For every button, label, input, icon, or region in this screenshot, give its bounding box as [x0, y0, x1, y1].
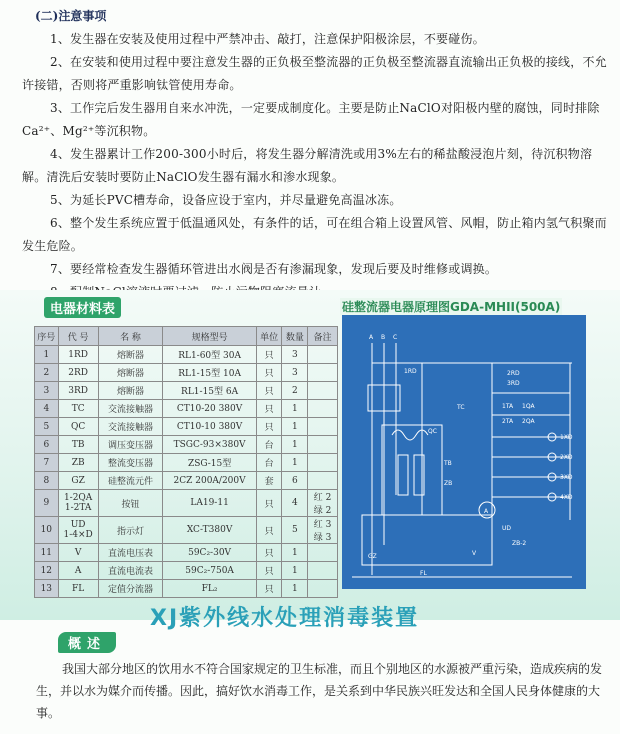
- table-row: [35, 580, 338, 598]
- col-header: 数量: [282, 327, 308, 346]
- circuit-diagram: [342, 315, 586, 589]
- table-cell: [308, 400, 338, 418]
- note-item: 7、要经常检查发生器循环管进出水阀是否有渗漏现象，发现后要及时维修或调换。: [50, 262, 498, 276]
- overview-text: 我国大部分地区的饮用水不符合国家规定的卫生标准，而且个别地区的水源被严重污染，造成疾病的发生，并以水为媒介而传播。因此，搞好饮水消毒工作，是关系到中华民族兴旺发达和全国人民身体健康的大事。: [36, 662, 603, 720]
- table-cell: 只: [256, 562, 282, 580]
- table-cell: 调压变压器: [98, 436, 163, 454]
- table-cell: 59C₂-30V: [163, 544, 256, 562]
- parts-table-title: 电器材料表: [44, 297, 121, 318]
- table-cell: [308, 472, 338, 490]
- table-cell: XC-T380V: [163, 517, 256, 544]
- table-cell: 9: [35, 490, 59, 517]
- table-cell: 熔断器: [98, 382, 163, 400]
- parts-table: [34, 326, 338, 598]
- diagram-label-c: C: [393, 334, 398, 341]
- table-row: [35, 382, 338, 400]
- table-cell: 熔断器: [98, 346, 163, 364]
- table-cell: 1: [282, 580, 308, 598]
- table-cell: 3RD: [58, 382, 98, 400]
- table-cell: 交流接触器: [98, 418, 163, 436]
- product-title: XJ紫外线水处理消毒装置: [150, 606, 420, 631]
- table-cell: 12: [35, 562, 59, 580]
- table-cell: 交流接触器: [98, 400, 163, 418]
- table-cell: 6: [282, 472, 308, 490]
- table-cell: 只: [256, 364, 282, 382]
- table-cell: RL1-60型 30A: [163, 346, 256, 364]
- table-cell: 4: [282, 490, 308, 517]
- table-cell: 7: [35, 454, 59, 472]
- table-cell: 只: [256, 346, 282, 364]
- table-cell: 10: [35, 517, 59, 544]
- table-row: [35, 517, 338, 544]
- table-cell: 5: [35, 418, 59, 436]
- table-cell: 11: [35, 544, 59, 562]
- table-cell: 整流变压器: [98, 454, 163, 472]
- table-cell: ZSG-15型: [163, 454, 256, 472]
- col-header: 代 号: [58, 327, 98, 346]
- col-header: 备注: [308, 327, 338, 346]
- diagram-label: 1XD: [560, 434, 573, 441]
- precautions-section: [22, 5, 612, 304]
- diagram-label: ZB-2: [512, 540, 527, 547]
- overview-heading: 概述: [58, 632, 116, 653]
- table-cell: 定值分流器: [98, 580, 163, 598]
- table-cell: CT10-10 380V: [163, 418, 256, 436]
- table-cell: 台: [256, 454, 282, 472]
- diagram-label: 2TA: [502, 418, 514, 425]
- table-cell: 1: [282, 436, 308, 454]
- table-cell: TSGC-93×380V: [163, 436, 256, 454]
- diagram-label-b: B: [381, 334, 386, 341]
- table-row: [35, 544, 338, 562]
- table-cell: [308, 544, 338, 562]
- col-header: 规格型号: [163, 327, 256, 346]
- table-row: [35, 490, 338, 517]
- table-cell: 台: [256, 436, 282, 454]
- table-row: [35, 418, 338, 436]
- table-cell: GZ: [58, 472, 98, 490]
- diagram-label: 1TA: [502, 403, 514, 410]
- table-cell: 2RD: [58, 364, 98, 382]
- table-cell: 2CZ 200A/200V: [163, 472, 256, 490]
- diagram-label: 2RD: [507, 370, 520, 377]
- table-cell: CT10-20 380V: [163, 400, 256, 418]
- table-cell: 只: [256, 418, 282, 436]
- table-cell: 1RD: [58, 346, 98, 364]
- table-header-row: [35, 327, 338, 346]
- note-item: 5、为延长PVC槽寿命，设备应设于室内，并尽量避免高温冰冻。: [50, 193, 402, 207]
- table-cell: [308, 454, 338, 472]
- col-header: 名 称: [98, 327, 163, 346]
- table-cell: ZB: [58, 454, 98, 472]
- diagram-label: 2XD: [560, 454, 573, 461]
- transformer-coil: [392, 430, 428, 440]
- precautions-heading: (二)注意事项: [35, 9, 107, 23]
- table-cell: FL: [58, 580, 98, 598]
- diagram-label: 2QA: [522, 418, 535, 425]
- diagram-label: V: [472, 550, 477, 557]
- diagram-label: 4XD: [560, 494, 573, 501]
- note-item: 3、工作完后发生器用自来水冲洗，一定要成制度化。主要是防止NaClO对阳极内壁的腐蚀，同时排除Ca²⁺、Mg²⁺等沉积物。: [22, 101, 600, 138]
- note-item: 1、发生器在安装及使用过程中严禁冲击、敲打，注意保护阳极涂层，不要碰伤。: [50, 32, 485, 46]
- rectifier-block: [362, 515, 492, 565]
- table-cell: 4: [35, 400, 59, 418]
- table-cell: 2: [35, 364, 59, 382]
- diagram-label: ZB: [444, 480, 453, 487]
- table-cell: TC: [58, 400, 98, 418]
- table-cell: RL1-15型 10A: [163, 364, 256, 382]
- table-row: [35, 562, 338, 580]
- col-header: 序号: [35, 327, 59, 346]
- table-cell: 按钮: [98, 490, 163, 517]
- table-cell: 只: [256, 544, 282, 562]
- diagram-label: GZ: [368, 553, 377, 560]
- diagram-label: QC: [428, 428, 437, 435]
- table-cell: [308, 364, 338, 382]
- diagram-label-a: A: [369, 334, 374, 341]
- table-cell: LA19-11: [163, 490, 256, 517]
- table-row: [35, 400, 338, 418]
- note-item: 6、整个发生系统应置于低温通风处，有条件的话，可在组合箱上设置风管、风帽，防止箱内氢气积聚而发生危险。: [22, 216, 607, 253]
- table-cell: 1: [282, 400, 308, 418]
- table-cell: 8: [35, 472, 59, 490]
- diagram-label: UD: [502, 525, 512, 532]
- table-row: [35, 472, 338, 490]
- table-cell: 1: [282, 418, 308, 436]
- table-cell: 熔断器: [98, 364, 163, 382]
- diagram-label: FL: [420, 570, 427, 577]
- table-cell: 2: [282, 382, 308, 400]
- table-cell: 1: [282, 454, 308, 472]
- table-cell: RL1-15型 6A: [163, 382, 256, 400]
- table-cell: 只: [256, 382, 282, 400]
- table-cell: V: [58, 544, 98, 562]
- table-cell: 套: [256, 472, 282, 490]
- table-cell: 1-2QA 1-2TA: [58, 490, 98, 517]
- table-cell: 1: [282, 562, 308, 580]
- transformer-tb: [382, 425, 442, 515]
- table-cell: 13: [35, 580, 59, 598]
- table-cell: [308, 562, 338, 580]
- diagram-label: 1QA: [522, 403, 535, 410]
- table-cell: [308, 580, 338, 598]
- table-cell: 直流电流表: [98, 562, 163, 580]
- table-cell: 1: [35, 346, 59, 364]
- col-header: 单位: [256, 327, 282, 346]
- table-cell: 直流电压表: [98, 544, 163, 562]
- diagram-label: A: [484, 508, 489, 515]
- table-cell: UD 1-4×D: [58, 517, 98, 544]
- note-item: 4、发生器累计工作200-300小时后，将发生器分解清洗或用3%左右的稀盐酸浸泡片刻，待沉积物溶解。清洗后安装时要防止NaClO发生器有漏水和渗水现象。: [22, 147, 593, 184]
- table-cell: A: [58, 562, 98, 580]
- table-cell: [308, 346, 338, 364]
- table-cell: 3: [35, 382, 59, 400]
- table-cell: 红 3 绿 3: [308, 517, 338, 544]
- table-cell: [308, 436, 338, 454]
- table-row: [35, 454, 338, 472]
- diagram-label: TB: [444, 460, 452, 467]
- table-cell: 指示灯: [98, 517, 163, 544]
- diagram-title: 硅整流器电器原理图GDA-MHII(500A): [342, 300, 561, 314]
- table-cell: 6: [35, 436, 59, 454]
- diagram-label: 1RD: [404, 368, 417, 375]
- table-cell: 1: [282, 544, 308, 562]
- table-cell: 3: [282, 364, 308, 382]
- table-cell: 硅整流元件: [98, 472, 163, 490]
- transformer-core: [398, 455, 408, 495]
- diagram-label: TC: [457, 404, 465, 411]
- table-row: [35, 436, 338, 454]
- table-row: [35, 346, 338, 364]
- table-cell: [308, 382, 338, 400]
- table-cell: [308, 418, 338, 436]
- table-cell: 3: [282, 346, 308, 364]
- table-cell: 5: [282, 517, 308, 544]
- diagram-label: 3XD: [560, 474, 573, 481]
- overview-section: [36, 658, 610, 724]
- table-cell: 59C₂-750A: [163, 562, 256, 580]
- table-row: [35, 364, 338, 382]
- table-cell: 红 2 绿 2: [308, 490, 338, 517]
- table-cell: 只: [256, 400, 282, 418]
- table-cell: FL₂: [163, 580, 256, 598]
- table-cell: 只: [256, 517, 282, 544]
- table-cell: 只: [256, 580, 282, 598]
- note-item: 2、在安装和使用过程中要注意发生器的正负极至整流器的正负极至整流器直流输出正负极的接线，不允许接错，否则将严重影响钛管使用寿命。: [22, 55, 607, 92]
- table-cell: TB: [58, 436, 98, 454]
- diagram-label: 3RD: [507, 380, 520, 387]
- table-cell: QC: [58, 418, 98, 436]
- table-cell: 只: [256, 490, 282, 517]
